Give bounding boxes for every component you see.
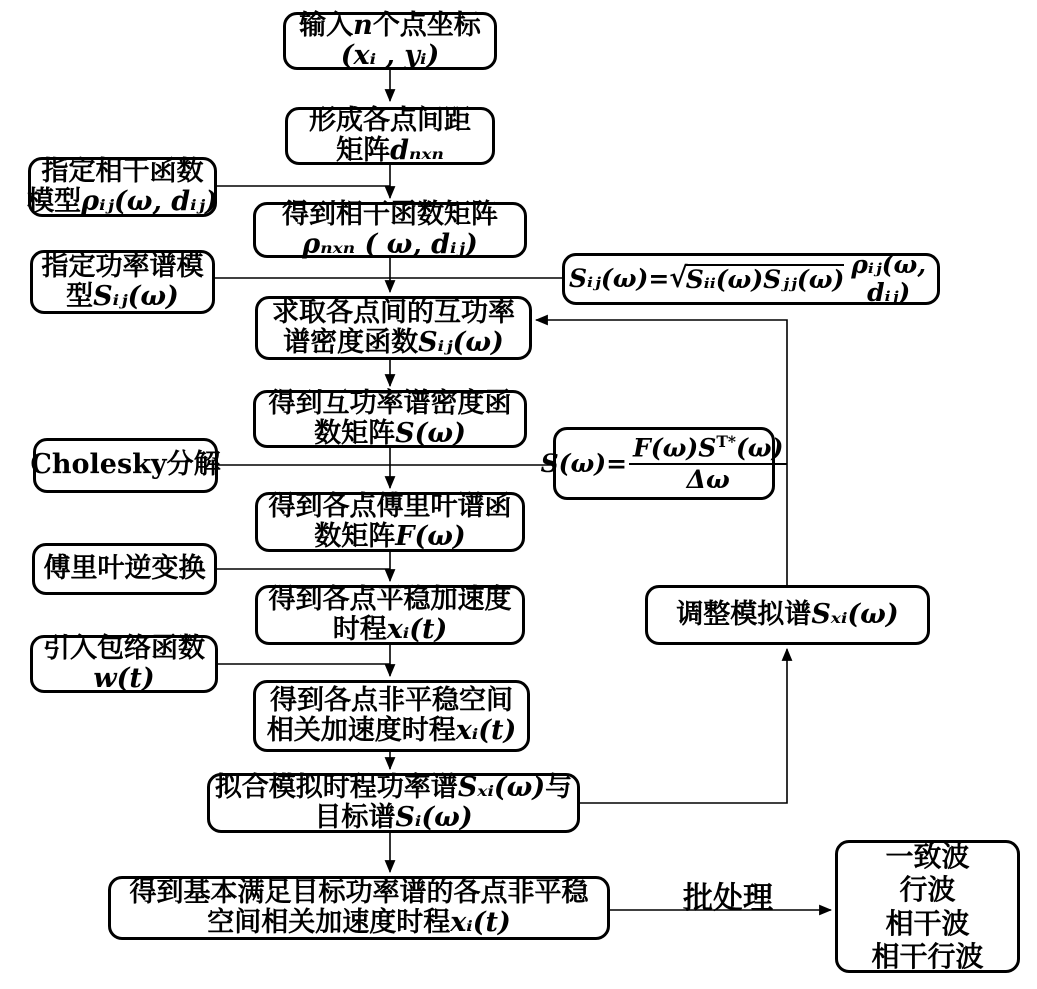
node-text: 形成各点间距 (309, 104, 471, 136)
node-text: 目标谱 (314, 802, 396, 833)
math-sxi: Sₓᵢ(ω) (457, 771, 546, 803)
node-text: 得到相干函数矩阵 (282, 198, 498, 230)
node-distance-matrix (285, 104, 495, 166)
node-nonstationary-history (253, 680, 530, 752)
node-envelope (30, 632, 218, 694)
node-psd-matrix (253, 387, 527, 449)
formula-cholesky-decomposition (540, 427, 784, 500)
math-rho-ij: ρᵢⱼ(ω, dᵢⱼ) (81, 186, 218, 217)
wave-type: 相干波 (885, 906, 970, 940)
node-coherence-matrix (253, 198, 527, 260)
formula-radicand: Sᵢᵢ(ω)Sⱼⱼ(ω) (685, 265, 845, 294)
node-psd-model (30, 250, 215, 314)
node-stationary-history (255, 585, 525, 645)
node-coherence-model (28, 157, 217, 217)
math-sij: Sᵢⱼ(ω) (418, 327, 504, 358)
formula-numerator-arg: (ω) (735, 433, 784, 463)
node-text: 数矩阵 (314, 521, 396, 552)
node-text: 引入包络函数 (43, 632, 205, 664)
transpose-conjugate-superscript: T* (716, 431, 736, 451)
arrow-fit-to-adjust (580, 649, 787, 803)
math-sij: Sᵢⱼ(ω) (93, 281, 179, 312)
node-text: 与 (545, 771, 573, 803)
node-text: 调整模拟谱 (676, 598, 812, 630)
formula-tail: ρᵢⱼ(ω, dᵢⱼ) (851, 250, 927, 307)
node-text: 指定相干函数 (41, 155, 204, 187)
node-text: 数矩阵 (314, 418, 396, 449)
node-text: 输入 (299, 9, 354, 41)
node-text: 时程 (332, 614, 387, 645)
node-adjust-spectrum (645, 585, 930, 645)
node-text: 矩阵 (336, 135, 391, 166)
node-fit-spectrum (207, 773, 580, 833)
node-text: 型 (66, 281, 94, 312)
node-fourier-matrix (255, 492, 525, 552)
formula-cross-spectrum (562, 250, 940, 307)
wave-type: 相干行波 (871, 939, 984, 973)
node-text: 空间相关加速度时程 (207, 907, 451, 938)
node-final-history (108, 876, 610, 940)
math-s-omega: S(ω) (395, 418, 466, 449)
math-xi-t: xᵢ(t) (450, 907, 511, 938)
node-text: 得到各点平稳加速度 (268, 583, 512, 615)
math-sxi: Sₓᵢ(ω) (811, 598, 899, 630)
math-rho-matrix: ρₙₓₙ ( ω, dᵢⱼ) (302, 229, 478, 260)
node-text: 相关加速度时程 (266, 715, 456, 746)
node-text: 指定功率谱模 (41, 250, 204, 282)
formula-denominator: Δω (686, 465, 730, 495)
node-text: Cholesky分解 (30, 449, 221, 481)
node-inverse-fourier (32, 543, 217, 595)
node-text: 傅里叶逆变换 (43, 552, 206, 584)
math-si: Sᵢ(ω) (395, 802, 473, 833)
math-xy: (xᵢ , yᵢ) (340, 40, 440, 71)
node-text: 模型 (27, 186, 82, 217)
math-dnxn: dₙₓₙ (390, 135, 444, 166)
node-text: 得到互功率谱密度函 (268, 387, 512, 419)
formula-numerator: F(ω)S (633, 433, 717, 463)
node-input-points (283, 9, 497, 71)
node-text: 得到各点傅里叶谱函 (268, 490, 512, 522)
node-text: 谱密度函数 (283, 327, 419, 358)
formula-lhs: S(ω)= (540, 448, 628, 478)
math-xi-t: xᵢ(t) (386, 614, 448, 645)
node-wave-types (835, 840, 1020, 973)
sqrt-symbol: √ (669, 261, 688, 294)
wave-type: 一致波 (885, 840, 970, 874)
math-w-t: w(t) (93, 663, 155, 694)
math-f-omega: F(ω) (395, 521, 466, 552)
math-xi-t: xᵢ(t) (455, 715, 517, 746)
node-text: 得到各点非平稳空间 (270, 684, 513, 716)
formula-lhs: Sᵢⱼ(ω)= (569, 264, 670, 293)
wave-type: 行波 (899, 873, 956, 907)
node-cholesky (30, 438, 221, 493)
math-n: n (353, 9, 373, 41)
node-text: 个点坐标 (372, 9, 481, 41)
node-text: 得到基本满足目标功率谱的各点非平稳 (129, 876, 589, 908)
node-text: 求取各点间的互功率 (272, 296, 515, 328)
batch-process-label: 批处理 (683, 881, 773, 916)
node-text: 拟合模拟时程功率谱 (214, 771, 458, 803)
node-cross-psd (255, 296, 532, 360)
